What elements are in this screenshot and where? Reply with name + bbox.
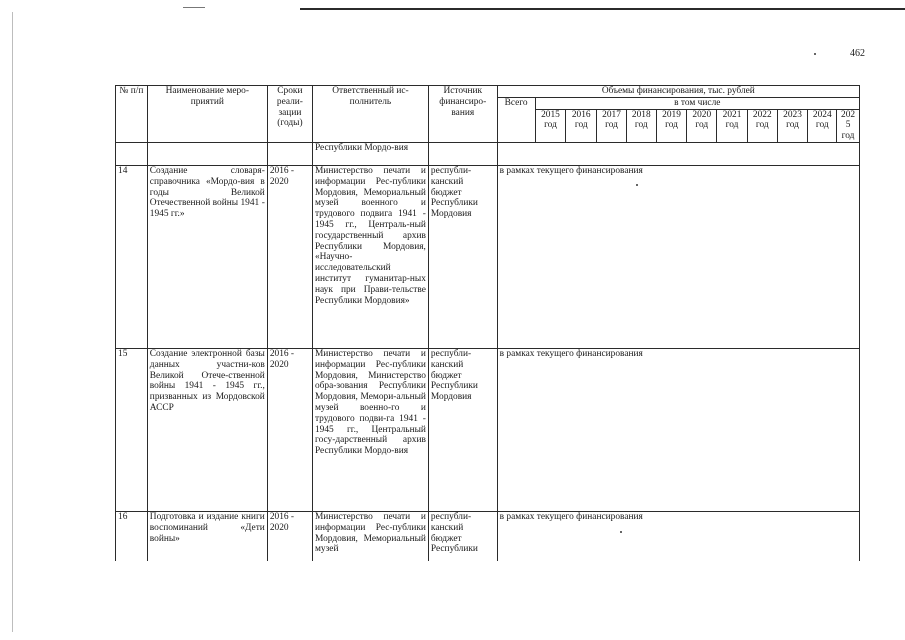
period-cell: 2016 - 2020 (267, 348, 312, 511)
row-number: 14 (116, 165, 148, 348)
year-2018: 2018 год (626, 109, 656, 142)
activity-name: Создание словаря-справочника «Мордо-вия в годы Великой Отечественной войны 1941 - 1945 гг.» (147, 165, 267, 348)
table-row (116, 511, 860, 561)
year-2016: 2016 год (566, 109, 597, 142)
executor-cell: Республики Мордо-вия (312, 142, 428, 165)
executor-cell: Министерство печати и информации Рес-публики Мордовия, Мемориальный музей военного и трудового подвига 1941 - 1945 гг., Централь-ный государственный архив Республики Мордовия, «Научно-исследовательский институт гуманитар-ных наук при Прави-тельстве Республики Мордовия» (312, 165, 428, 348)
executor-cell: Министерство печати и информации Рес-публики Мордовия, Мемориальный музей (312, 511, 428, 561)
continuation-row (116, 142, 860, 165)
source-cell: республи-канский бюджет Республики (428, 511, 497, 561)
header-period: Сроки реали-зации (годы) (267, 86, 312, 143)
period-cell: 2016 - 2020 (267, 511, 312, 561)
financing-table (115, 85, 860, 561)
header-volumes: Объемы финансирования, тыс. рублей (497, 86, 859, 98)
source-cell: республи-канский бюджет Республики Мордовия (428, 348, 497, 511)
header-executor: Ответственный ис-полнитель (312, 86, 428, 143)
row-number: 15 (116, 348, 148, 511)
header-name: Наименование меро-приятий (147, 86, 267, 143)
top-rule (300, 8, 905, 10)
scan-mark (183, 7, 205, 8)
year-2021: 2021 год (717, 109, 748, 142)
year-2019: 2019 год (656, 109, 687, 142)
financing-cell: в рамках текущего финансирования (497, 348, 859, 511)
year-2020: 2020 год (687, 109, 717, 142)
year-2017: 2017 год (597, 109, 627, 142)
table-row (116, 348, 860, 511)
year-2024: 2024 год (808, 109, 837, 142)
header-total: Всего (497, 97, 535, 142)
scan-edge (12, 12, 13, 632)
year-2023: 2023 год (777, 109, 808, 142)
activity-name: Создание электронной базы данных участни-ков Великой Отече-ственной войны 1941 - 1945 гг., призванных из Мордовской АССР (147, 348, 267, 511)
executor-cell: Министерство печати и информации Рес-публики Мордовия, Министерство обра-зования Республики Мордовия, Мемори-альный музей военно-го и трудового подви-га 1941 - 1945 гг., Центральный госу-дарственный архив Республики Мордо-вия (312, 348, 428, 511)
year-2022: 2022 год (747, 109, 777, 142)
header-including: в том числе (535, 97, 859, 109)
activity-name: Подготовка и издание книги воспоминаний «Дети войны» (147, 511, 267, 561)
financing-cell: в рамках текущего финансирования (497, 511, 859, 561)
year-2025: 2025 год (837, 109, 860, 142)
header-source: Источник финансиро-вания (428, 86, 497, 143)
source-cell: республи-канский бюджет Республики Мордовия (428, 165, 497, 348)
period-cell: 2016 - 2020 (267, 165, 312, 348)
row-number: 16 (116, 511, 148, 561)
header-num: № п/п (116, 86, 148, 143)
scan-speck (814, 53, 816, 55)
financing-cell: в рамках текущего финансирования (497, 165, 859, 348)
year-2015: 2015 год (535, 109, 566, 142)
table-row (116, 165, 860, 348)
page-number: 462 (850, 48, 865, 59)
